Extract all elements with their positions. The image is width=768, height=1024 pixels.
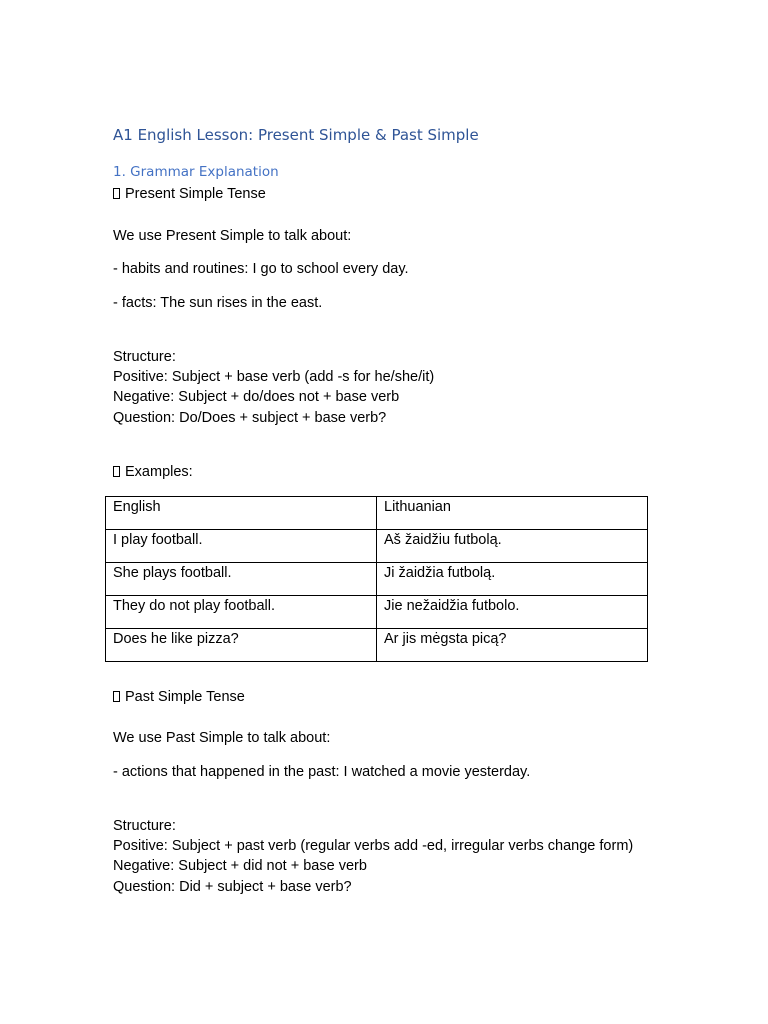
table-cell: Ar jis mėgsta picą? <box>377 629 648 662</box>
examples-table <box>105 496 648 662</box>
examples-label <box>113 462 193 482</box>
missing-glyph-icon <box>113 188 120 199</box>
missing-glyph-icon <box>113 466 120 477</box>
present-structure-positive: Positive: Subject + base verb (add -s for he/she/it) <box>113 369 435 385</box>
table-header-cell: English <box>106 497 377 530</box>
table-cell: Ji žaidžia futbolą. <box>377 563 648 596</box>
table-header-cell: Lithuanian <box>377 497 648 530</box>
table-cell: Aš žaidžiu futbolą. <box>377 530 648 563</box>
past-simple-heading <box>113 687 245 707</box>
table-cell: Jie nežaidžia futbolo. <box>377 596 648 629</box>
table-row <box>106 596 648 629</box>
present-structure-question: Question: Do/Does + subject + base verb? <box>113 410 387 426</box>
present-simple-heading-text: Present Simple Tense <box>125 186 266 202</box>
present-structure-label: Structure: <box>113 349 176 365</box>
past-structure-positive: Positive: Subject + past verb (regular verbs add -ed, irregular verbs change form) <box>113 838 634 854</box>
table-cell: Does he like pizza? <box>106 629 377 662</box>
table-row <box>106 530 648 563</box>
present-use-habits: - habits and routines: I go to school every day. <box>113 261 409 277</box>
past-simple-heading-text: Past Simple Tense <box>125 689 245 705</box>
document-title: A1 English Lesson: Present Simple & Past Simple <box>113 126 479 144</box>
past-structure-label: Structure: <box>113 818 176 834</box>
present-structure-negative: Negative: Subject + do/does not + base verb <box>113 389 400 405</box>
section-heading-grammar: 1. Grammar Explanation <box>113 164 279 180</box>
present-simple-heading <box>113 184 266 204</box>
present-use-facts: - facts: The sun rises in the east. <box>113 295 323 311</box>
table-cell: She plays football. <box>106 563 377 596</box>
table-header-row <box>106 497 648 530</box>
table-row <box>106 629 648 662</box>
past-intro: We use Past Simple to talk about: <box>113 730 331 746</box>
table-cell: I play football. <box>106 530 377 563</box>
present-intro: We use Present Simple to talk about: <box>113 228 352 244</box>
past-structure-question: Question: Did + subject + base verb? <box>113 879 352 895</box>
past-structure-negative: Negative: Subject + did not + base verb <box>113 858 367 874</box>
missing-glyph-icon <box>113 691 120 702</box>
table-row <box>106 563 648 596</box>
examples-label-text: Examples: <box>125 464 193 480</box>
table-cell: They do not play football. <box>106 596 377 629</box>
past-use-actions: - actions that happened in the past: I watched a movie yesterday. <box>113 764 531 780</box>
